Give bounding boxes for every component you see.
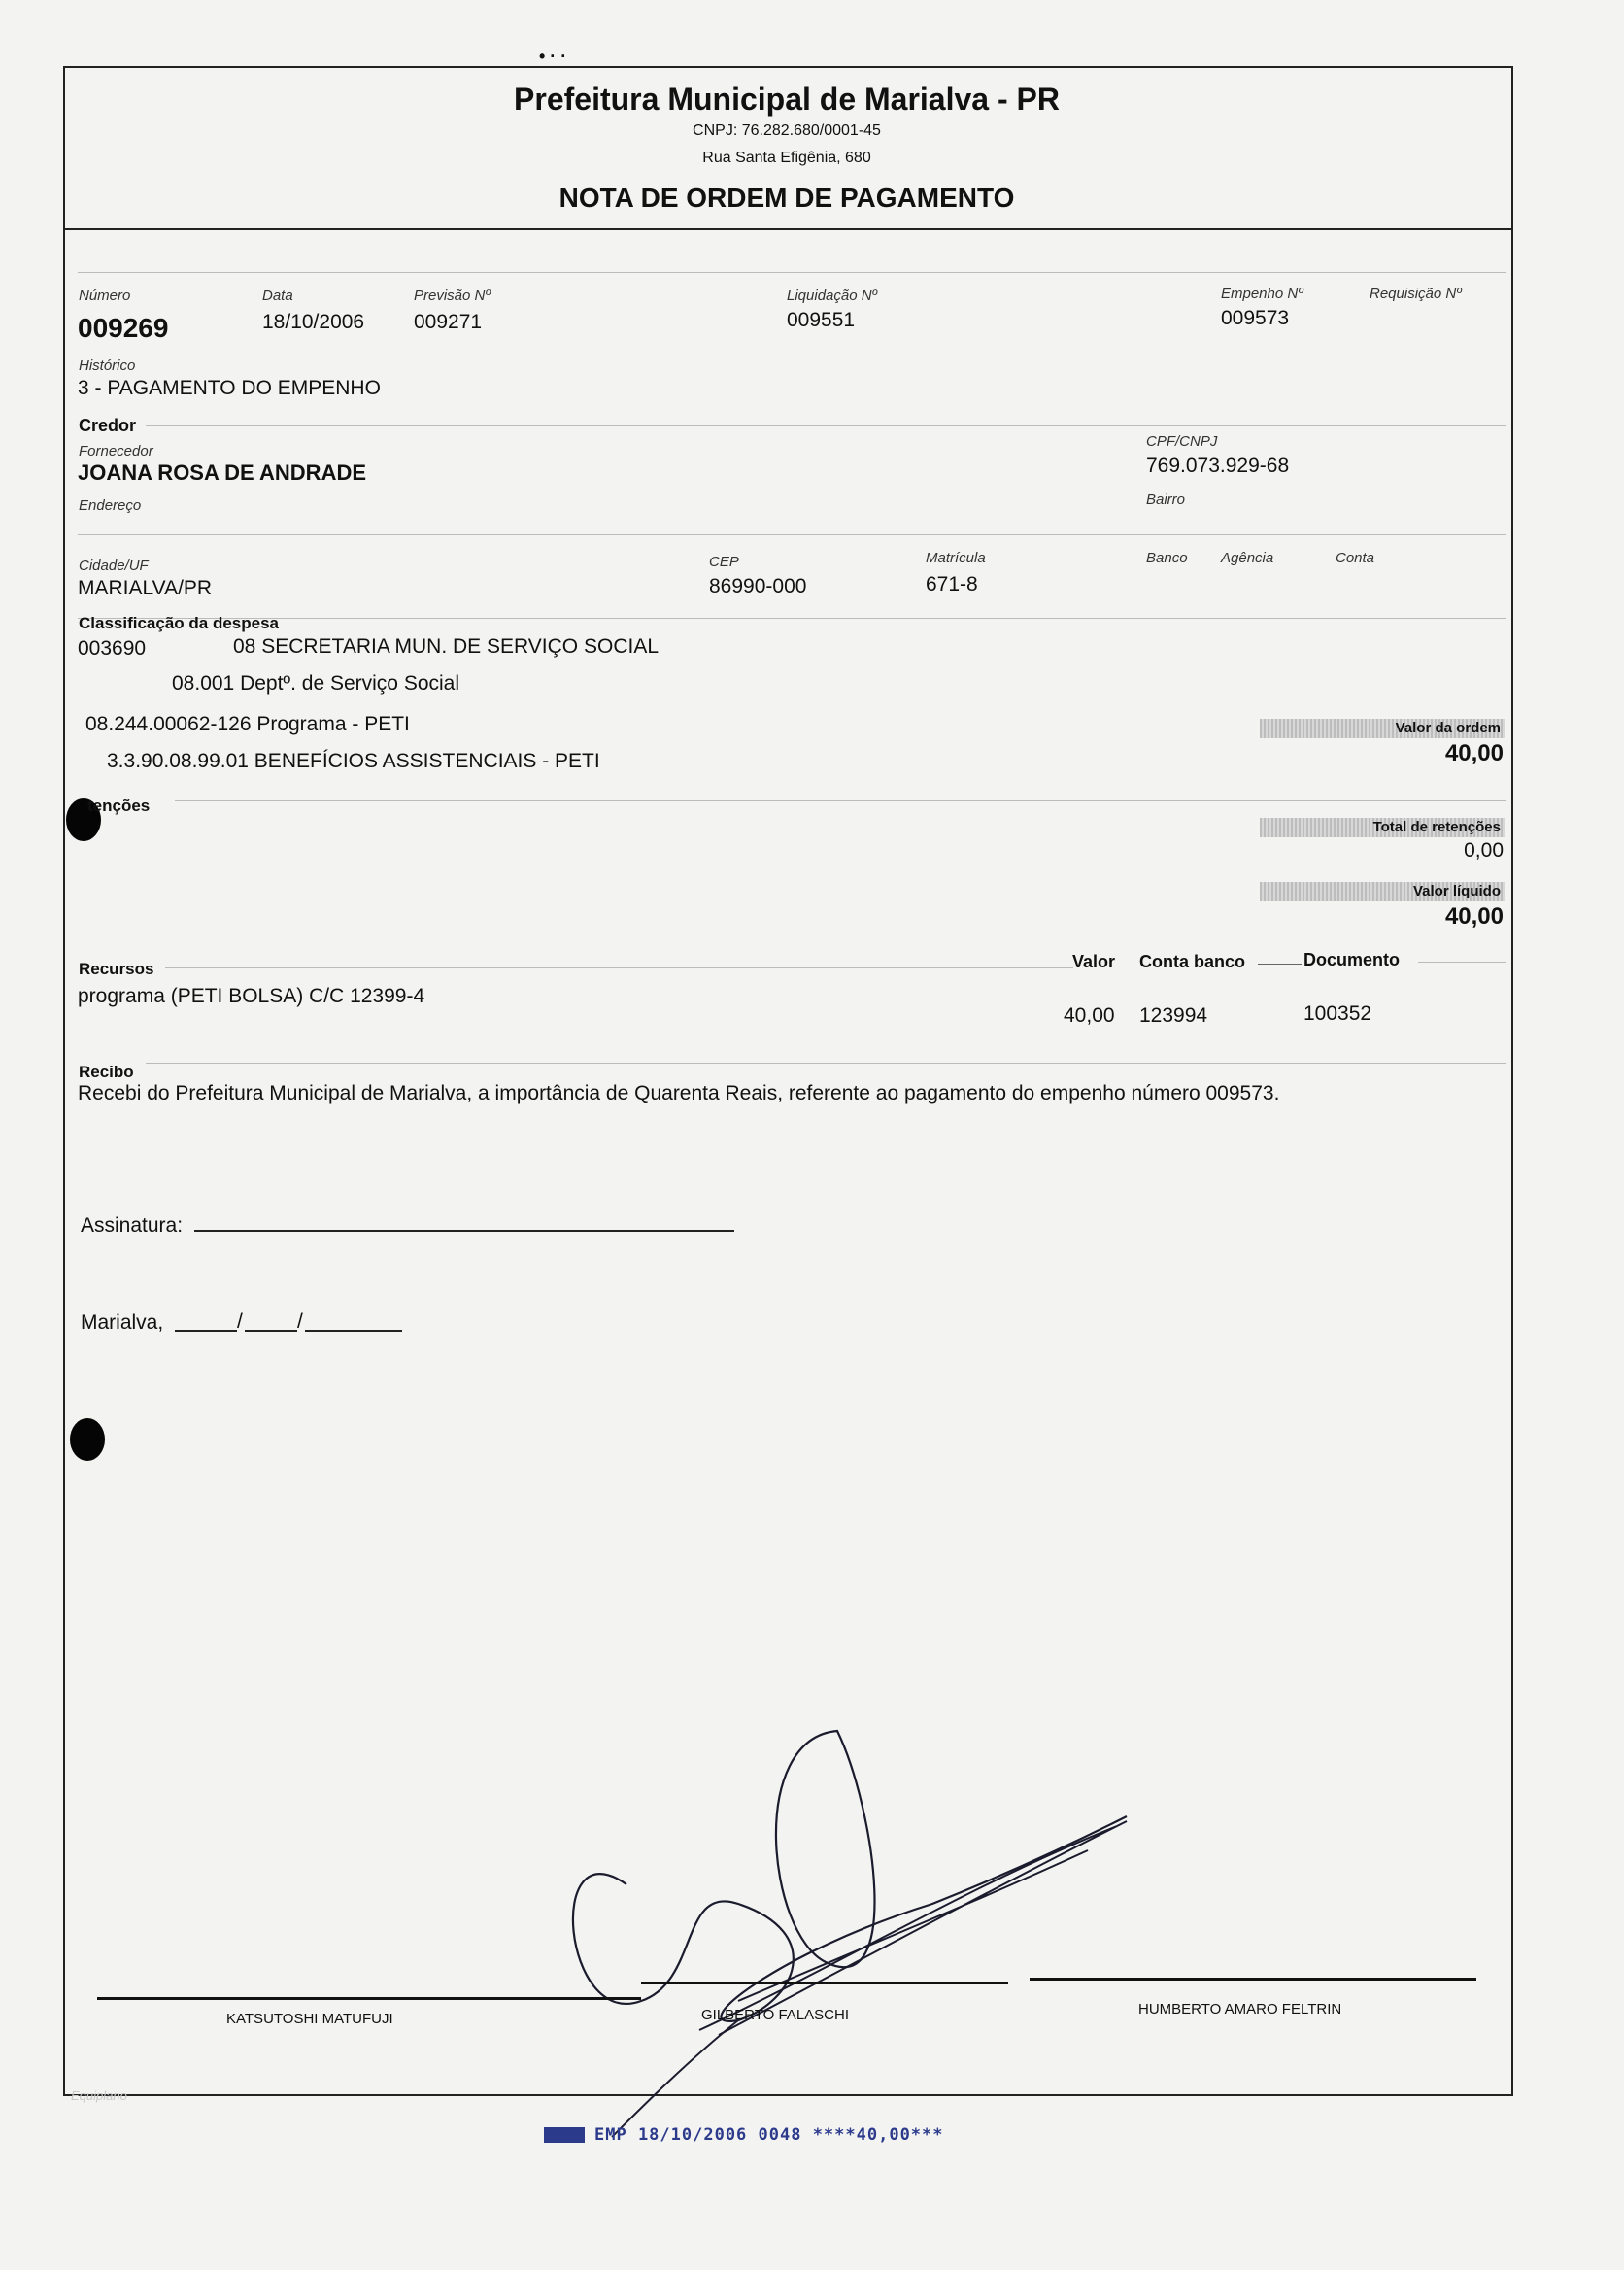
data-label: Data — [262, 288, 293, 304]
retencoes-rule — [175, 800, 1506, 801]
header-address: Rua Santa Efigênia, 680 — [702, 150, 871, 166]
cep-label: CEP — [709, 554, 739, 570]
retencoes-section: tenções — [87, 796, 151, 815]
signature-line-1 — [97, 1997, 641, 2000]
recursos-documento-label: Documento — [1303, 950, 1400, 969]
recibo-section: Recibo — [79, 1063, 134, 1081]
equiplano-watermark: Equiplano — [71, 2088, 127, 2103]
historico-label: Histórico — [79, 357, 136, 374]
recursos-conta-banco-label: Conta banco — [1139, 952, 1246, 971]
recursos-rule-3 — [1418, 962, 1506, 963]
cidade-value: MARIALVA/PR — [78, 577, 213, 599]
requisicao-label: Requisição Nº — [1370, 286, 1462, 302]
elemento: 3.3.90.08.99.01 BENEFÍCIOS ASSISTENCIAIS - PETI — [107, 750, 600, 772]
document-frame — [63, 66, 1513, 2096]
previsao-value: 009271 — [414, 311, 483, 333]
signature-line-3 — [1030, 1978, 1476, 1981]
liquidacao-label: Liquidação Nº — [787, 288, 878, 304]
programa: 08.244.00062-126 Programa - PETI — [85, 713, 410, 735]
stamp-logo — [544, 2127, 585, 2143]
agencia-label: Agência — [1221, 550, 1274, 566]
recibo-rule — [146, 1063, 1506, 1064]
recursos-conta-banco: 123994 — [1139, 1004, 1208, 1027]
classificacao-code: 003690 — [78, 637, 147, 660]
endereco-label: Endereço — [79, 497, 142, 514]
total-retencoes-label: Total de retenções — [1260, 818, 1505, 837]
signatario-3: HUMBERTO AMARO FELTRIN — [1138, 2001, 1342, 2017]
credor-rule-2 — [78, 534, 1506, 535]
conta-label: Conta — [1336, 550, 1375, 566]
numero-value: 009269 — [78, 313, 169, 343]
cpf-value: 769.073.929-68 — [1146, 455, 1290, 477]
signatario-2: GILBERTO FALASCHI — [701, 2007, 849, 2023]
recursos-rule — [165, 967, 1073, 968]
date-slash-1: / — [237, 1310, 243, 1333]
credor-rule — [146, 425, 1506, 426]
valor-ordem-label: Valor da ordem — [1260, 719, 1505, 738]
assinatura-label: Assinatura: — [81, 1214, 184, 1237]
banco-label: Banco — [1146, 550, 1188, 566]
departamento: 08.001 Deptº. de Serviço Social — [172, 672, 460, 695]
historico-value: 3 - PAGAMENTO DO EMPENHO — [78, 377, 381, 399]
recursos-documento: 100352 — [1303, 1002, 1372, 1025]
date-month-line — [245, 1330, 297, 1332]
fields-top-rule — [78, 272, 1506, 273]
local-label: Marialva, — [81, 1311, 164, 1334]
liquidacao-value: 009551 — [787, 309, 856, 331]
classificacao-rule — [78, 618, 1506, 619]
recursos-descricao: programa (PETI BOLSA) C/C 12399-4 — [78, 985, 425, 1007]
empenho-value: 009573 — [1221, 307, 1290, 329]
punch-hole-bottom — [70, 1418, 105, 1461]
fornecedor-value: JOANA ROSA DE ANDRADE — [78, 460, 367, 485]
data-value: 18/10/2006 — [262, 311, 365, 333]
recursos-section: Recursos — [79, 960, 154, 978]
header-cnpj: CNPJ: 76.282.680/0001-45 — [693, 122, 881, 139]
cidade-label: Cidade/UF — [79, 558, 149, 574]
valor-liquido-label: Valor líquido — [1260, 882, 1505, 901]
header-divider — [63, 228, 1513, 230]
cpf-label: CPF/CNPJ — [1146, 433, 1218, 450]
bairro-label: Bairro — [1146, 491, 1186, 508]
date-year-line — [305, 1330, 402, 1332]
header-title: Prefeitura Municipal de Marialva - PR — [514, 82, 1060, 117]
matricula-label: Matrícula — [926, 550, 986, 566]
recursos-valor: 40,00 — [1064, 1004, 1115, 1027]
empenho-label: Empenho Nº — [1221, 286, 1303, 302]
total-retencoes-value: 0,00 — [1464, 839, 1504, 862]
signature-line-2 — [641, 1982, 1008, 1984]
credor-section: Credor — [79, 416, 137, 435]
top-marks: • · · — [539, 47, 567, 66]
valor-ordem-value: 40,00 — [1444, 740, 1504, 766]
cep-value: 86990-000 — [709, 575, 807, 597]
date-day-line — [175, 1330, 237, 1332]
previsao-label: Previsão Nº — [414, 288, 491, 304]
secretaria: 08 SECRETARIA MUN. DE SERVIÇO SOCIAL — [233, 635, 660, 658]
recursos-valor-label: Valor — [1072, 952, 1116, 971]
matricula-value: 671-8 — [926, 573, 978, 595]
classificacao-section: Classificação da despesa — [79, 614, 280, 632]
numero-label: Número — [79, 288, 131, 304]
recibo-texto: Recebi do Prefeitura Municipal de Marialva, a importância de Quarenta Reais, referente ao pagamento do empenho número 009573. — [78, 1082, 1280, 1104]
recursos-rule-2 — [1258, 964, 1302, 965]
assinatura-line — [194, 1230, 734, 1232]
date-slash-2: / — [297, 1310, 303, 1333]
stamp-code: EMP 18/10/2006 0048 ****40,00*** — [594, 2125, 944, 2145]
document-title: NOTA DE ORDEM DE PAGAMENTO — [558, 183, 1015, 213]
signatario-1: KATSUTOSHI MATUFUJI — [226, 2011, 393, 2027]
valor-liquido-value: 40,00 — [1444, 903, 1504, 930]
fornecedor-label: Fornecedor — [79, 443, 153, 459]
